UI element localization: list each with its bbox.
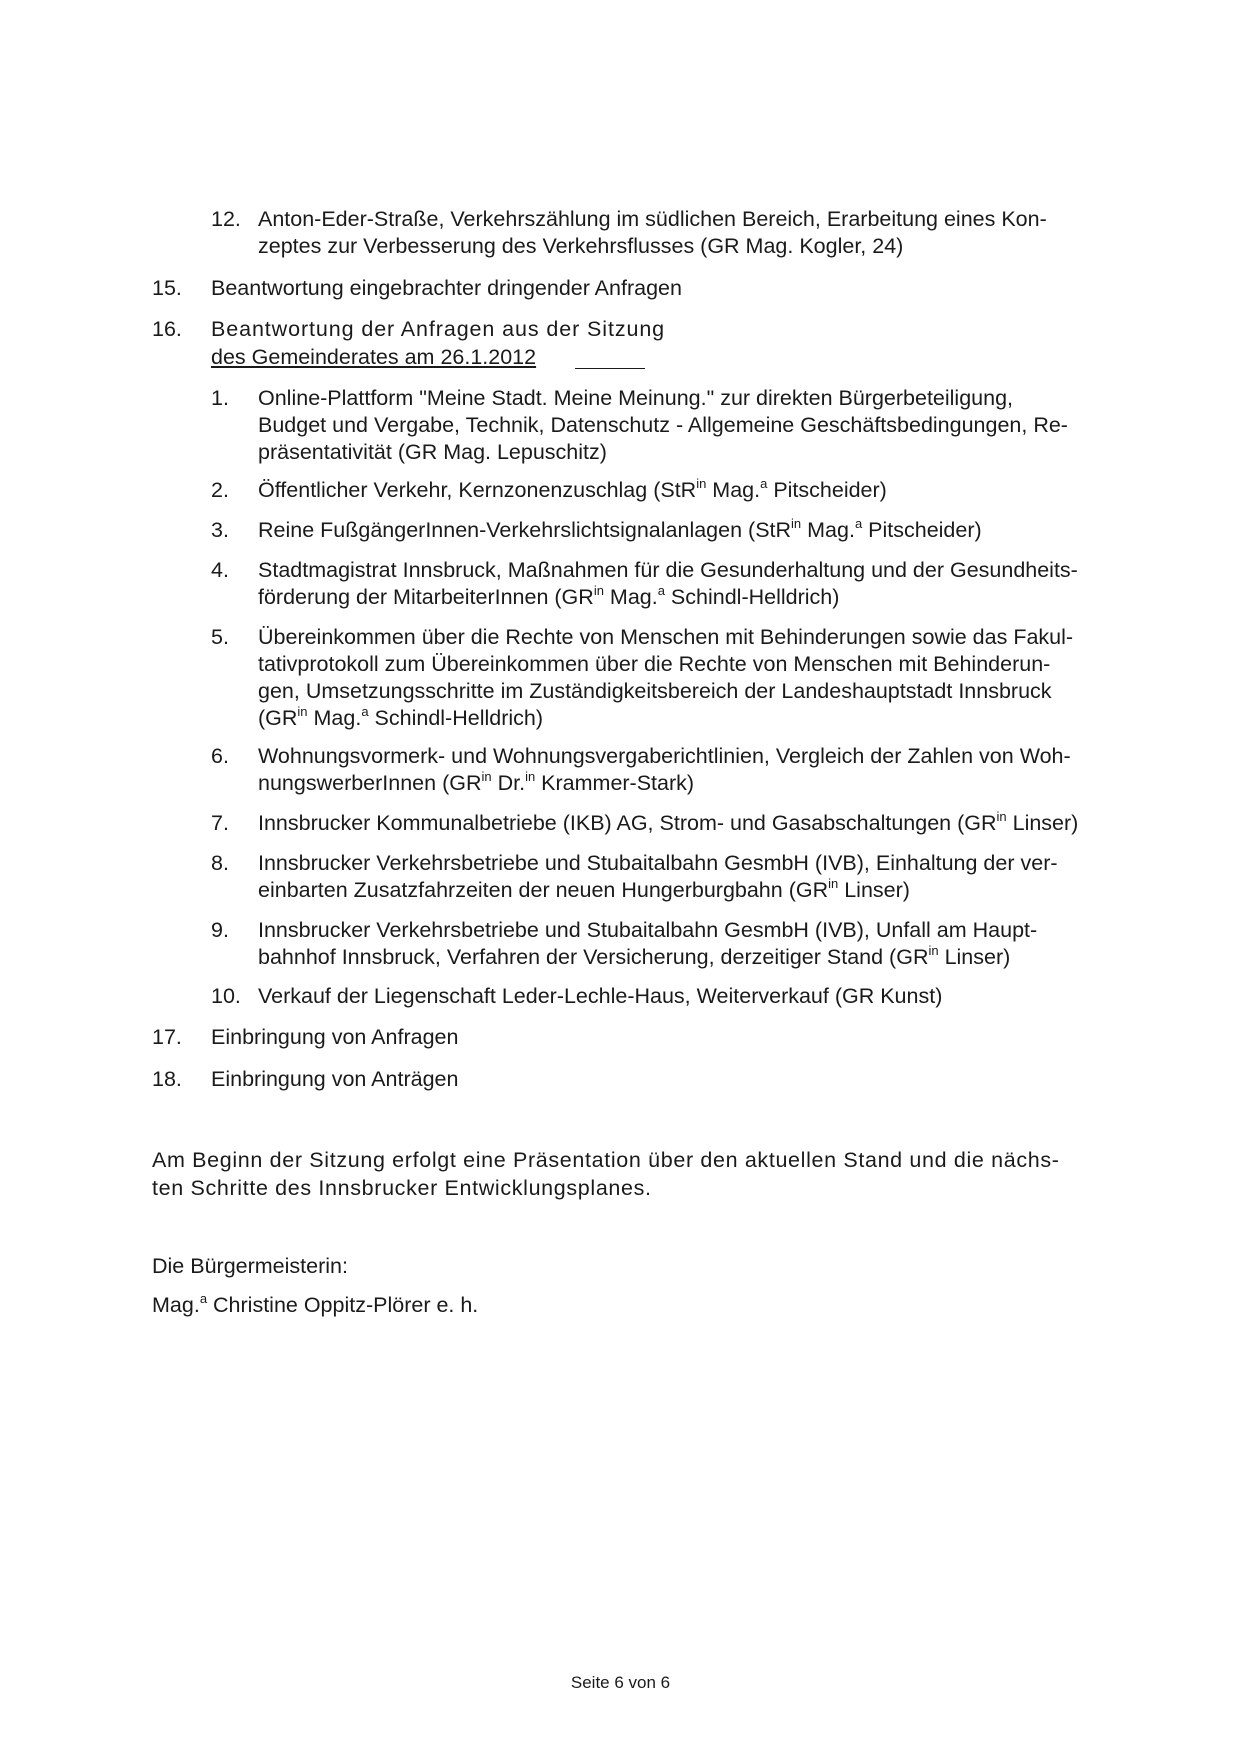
agenda-item-text: Einbringung von Anträgen <box>211 1067 459 1091</box>
sub-item-text: Online-Plattform "Meine Stadt. Meine Meinung." zur direkten Bürgerbeteiligung, <box>258 386 1014 410</box>
signature-name: Mag.$^a$ Christine Oppitz-Plörer e. h. <box>152 1291 479 1317</box>
sub-item-text: Übereinkommen über die Rechte von Menschen mit Behinderungen sowie das Fakul- <box>258 625 1074 649</box>
sub-item-number: 10. <box>211 984 241 1008</box>
sub-item-number: 7. <box>211 811 229 835</box>
sub-item-number: 5. <box>211 625 229 649</box>
sub-item-number: 4. <box>211 558 229 582</box>
sub-item-text: ($GR^{in}$ Mag.$^a$ Schindl-Helldrich) <box>258 704 544 730</box>
sub-item-text: tativprotokoll zum Übereinkommen über die Rechte von Menschen mit Behinderun- <box>258 652 1051 676</box>
sub-item-text: gen, Umsetzungsschritte im Zuständigkeitsbereich der Landeshauptstadt Innsbruck <box>258 679 1052 703</box>
sub-item-text: bahnhof Innsbruck, Verfahren der Versicherung, derzeitiger Stand ($GR^{in}$ Linser) <box>258 943 1011 969</box>
sub-item-text: Innsbrucker Kommunalbetriebe (IKB) AG, Strom- und Gasabschaltungen ($GR^{in}$ Linser) <box>258 809 1079 835</box>
agenda-item-heading: des Gemeinderates am 26.1.2012 <box>211 345 537 369</box>
sub-item-number: 8. <box>211 851 229 875</box>
agenda-item-number: 16. <box>152 317 182 341</box>
agenda-item-number: 15. <box>152 276 182 300</box>
sub-item-number: 3. <box>211 518 229 542</box>
sub-item-text: präsentativität (GR Mag. Lepuschitz) <box>258 440 607 464</box>
sub-item-text: Anton-Eder-Straße, Verkehrszählung im südlichen Bereich, Erarbeitung eines Kon- <box>258 207 1047 231</box>
sub-item-text: Verkauf der Liegenschaft Leder-Lechle-Haus, Weiterverkauf (GR Kunst) <box>258 984 943 1008</box>
sub-item-text: Öffentlicher Verkehr, Kernzonenzuschlag (StR$^{in}$ Mag.$^a$ Pitscheider) <box>258 476 887 502</box>
sub-item-number: 6. <box>211 744 229 768</box>
note-paragraph: Am Beginn der Sitzung erfolgt eine Präsentation über den aktuellen Stand und die nächs- <box>152 1148 1060 1172</box>
sub-item-text: Innsbrucker Verkehrsbetriebe und Stubaitalbahn GesmbH (IVB), Unfall am Haupt- <box>258 918 1038 942</box>
sub-item-text: Reine FußgängerInnen-Verkehrslichtsignalanlagen (StR$^{in}$ Mag.$^a$ Pitscheider) <box>258 516 982 542</box>
note-paragraph: ten Schritte des Innsbrucker Entwicklungsplanes. <box>152 1176 652 1200</box>
sub-item-number: 1. <box>211 386 229 410</box>
sub-item-number: 12. <box>211 207 241 231</box>
sub-item-text: Stadtmagistrat Innsbruck, Maßnahmen für die Gesunderhaltung und der Gesundheits- <box>258 558 1078 582</box>
sub-item-text: Innsbrucker Verkehrsbetriebe und Stubaitalbahn GesmbH (IVB), Einhaltung der ver- <box>258 851 1058 875</box>
page-footer: Seite 6 von 6 <box>570 1673 671 1692</box>
heading-underline <box>575 341 645 369</box>
agenda-item-number: 17. <box>152 1025 182 1049</box>
sub-item-text: Budget und Vergabe, Technik, Datenschutz - Allgemeine Geschäftsbedingungen, Re- <box>258 413 1068 437</box>
agenda-item-number: 18. <box>152 1067 182 1091</box>
sub-item-text: förderung der MitarbeiterInnen ($GR^{in}$ Mag.$^a$ Schindl-Helldrich) <box>258 583 840 609</box>
agenda-item-text: Beantwortung eingebrachter dringender Anfragen <box>211 276 682 300</box>
sub-item-text: Wohnungsvormerk- und Wohnungsvergaberichtlinien, Vergleich der Zahlen von Woh- <box>258 744 1071 768</box>
sub-item-number: 2. <box>211 478 229 502</box>
sub-item-text: nungswerberInnen ($GR^{in}$ Dr.$^{in}$ Krammer-Stark) <box>258 769 695 795</box>
sub-item-text: einbarten Zusatzfahrzeiten der neuen Hungerburgbahn ($GR^{in}$ Linser) <box>258 876 910 902</box>
sub-item-number: 9. <box>211 918 229 942</box>
signature-role: Die Bürgermeisterin: <box>152 1254 348 1278</box>
sub-item-text: zeptes zur Verbesserung des Verkehrsflusses (GR Mag. Kogler, 24) <box>258 234 904 258</box>
agenda-item-text: Einbringung von Anfragen <box>211 1025 459 1049</box>
agenda-item-heading: Beantwortung der Anfragen aus der Sitzung <box>211 317 666 341</box>
